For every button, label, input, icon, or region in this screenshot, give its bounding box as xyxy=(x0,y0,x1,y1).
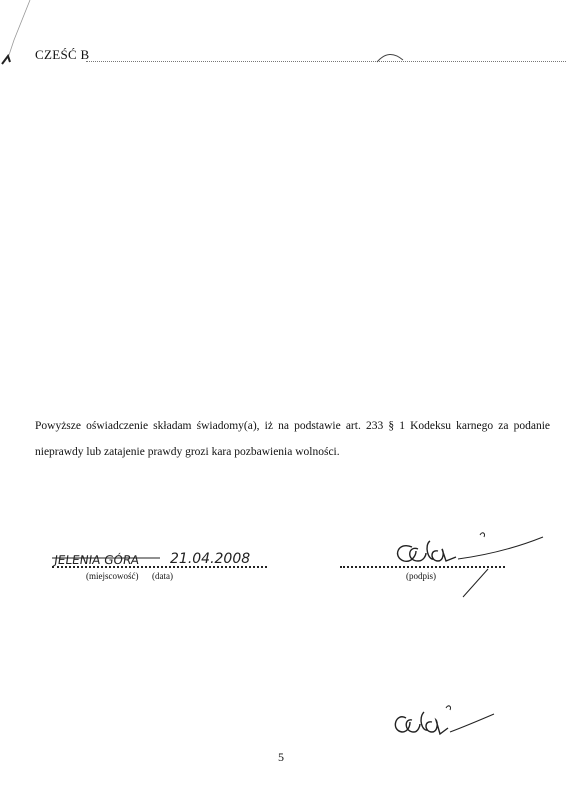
place-date-line xyxy=(52,566,267,568)
place-label: (miejscowość) xyxy=(86,571,139,581)
signature-line xyxy=(340,566,505,568)
date-label: (data) xyxy=(152,571,173,581)
page-number: 5 xyxy=(278,750,284,764)
section-divider xyxy=(86,61,566,62)
section-title: CZEŚĆ B xyxy=(35,47,90,62)
handwritten-initials xyxy=(388,700,498,742)
handwritten-place: JELENIA GÓRA xyxy=(53,553,140,567)
declaration-statement: Powyższe oświadczenie składam świadomy(a), iż na podstawie art. 233 § 1 Kodeksu karnego za podanie nieprawdy lub zatajenie prawdy grozi kara pozbawienia wolności. xyxy=(35,420,550,458)
section-stroke-mark xyxy=(375,48,405,64)
signature-label: (podpis) xyxy=(406,571,436,581)
handwritten-signature xyxy=(338,527,548,602)
handwritten-date: 21.04.2008 xyxy=(170,551,251,567)
